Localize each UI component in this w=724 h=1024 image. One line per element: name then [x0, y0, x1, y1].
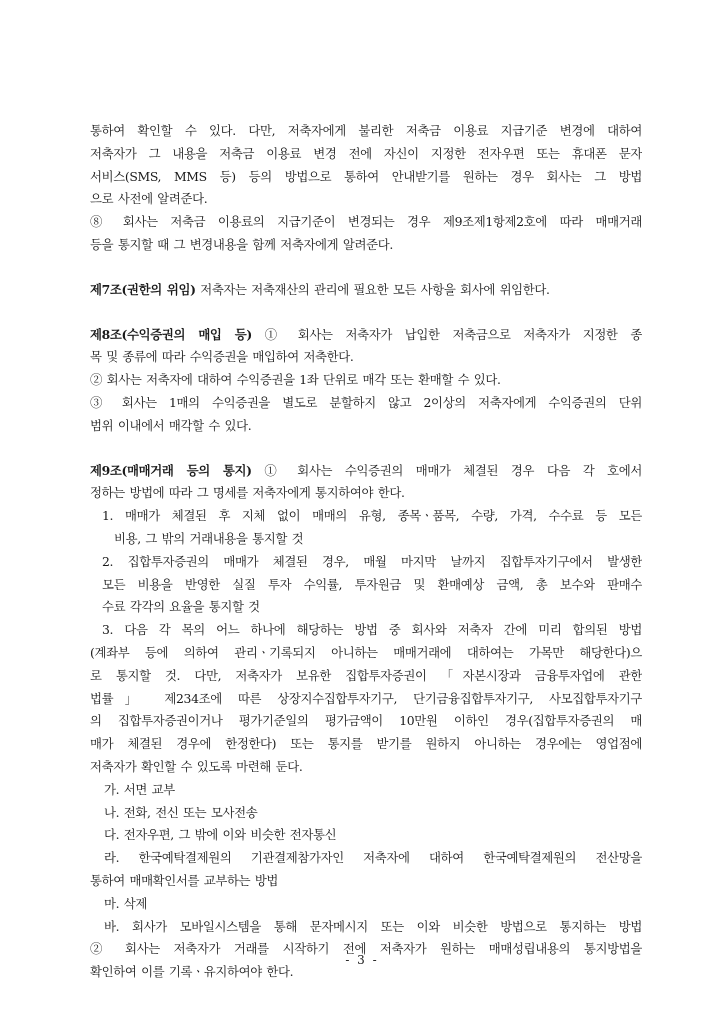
text-line: 저축자가 그 내용을 저축금 이용료 변경 전에 자신이 지정한 전자우편 또는 휴대폰 문자: [90, 145, 642, 161]
article-7-title: 제7조(권한의 위임): [90, 281, 196, 297]
article-9-item-2: 수료 각각의 요율을 통지할 것: [102, 599, 260, 615]
article-8-line: [90, 324, 642, 347]
article-9-paragraph-2: 확인하여 이를 기록ㆍ유지하여야 한다.: [90, 964, 294, 980]
article-9-line: [90, 460, 642, 483]
article-9-item-2: 모든 비용을 반영한 실질 투자 수익률, 투자원금 및 환매예상 금액, 총 보수와 판매수: [102, 576, 642, 592]
article-9-subitem: 다. 전자우편, 그 밖에 이와 비슷한 전자통신: [104, 827, 337, 843]
article-9-line: 정하는 방법에 따라 그 명세를 저축자에게 통지하여야 한다.: [90, 485, 405, 501]
article-7: [90, 279, 642, 302]
article-9-subitem: 통하여 매매확인서를 교부하는 방법: [90, 872, 279, 888]
article-9-paragraph-2: ② 회사는 저축자가 거래를 시작하기 전에 저축자가 원하는 매매성립내용의 통지방법을: [90, 941, 642, 957]
text-line: 등을 통지할 때 그 변경내용을 함께 저축자에게 알려준다.: [90, 236, 393, 252]
article-9-subitem: 나. 전화, 전신 또는 모사전송: [104, 804, 258, 820]
article-9-item-3: 의 집합투자증권이거나 평가기준일의 평가금액이 10만원 이하인 경우(집합투자증권의 매: [90, 713, 642, 729]
article-8-line: ③ 회사는 1매의 수익증권을 별도로 분할하지 않고 2이상의 저축자에게 수익증권의 단위: [90, 394, 642, 410]
paragraph-gap: [90, 438, 642, 460]
article-9-item-1: 1. 매매가 체결된 후 지체 없이 매매의 유형, 종목ㆍ품목, 수량, 가격, 수수료 등 모든: [102, 508, 642, 524]
article-9-item-3: 로 통지할 것. 다만, 저축자가 보유한 집합투자증권이 「자본시장과 금융투자업에 관한: [90, 667, 642, 683]
article-8-line: 범위 이내에서 매각할 수 있다.: [90, 417, 252, 433]
article-8-title: 제8조(수익증권의 매입 등): [90, 326, 252, 342]
article-9-item-3: 매가 체결된 경우에 한정한다) 또는 통지를 받기를 원하지 아니하는 경우에는 영업점에: [90, 736, 642, 752]
article-7-body: 저축자는 저축재산의 관리에 필요한 모든 사항을 회사에 위임한다.: [195, 281, 550, 297]
paragraph-gap: [90, 257, 642, 279]
article-8-line: ② 회사는 저축자에 대하여 수익증권을 1좌 단위로 매각 또는 환매할 수 있다.: [90, 372, 501, 388]
text-line: ⑧ 회사는 저축금 이용료의 지급기준이 변경되는 경우 제9조제1항제2호에 따라 매매거래: [90, 214, 642, 230]
article-9-item-1: 비용, 그 밖의 거래내용을 통지할 것: [114, 530, 304, 546]
article-9-item-3: (계좌부 등에 의하여 관리ㆍ기록되지 아니하는 매매거래에 대하여는 가목만 해당한다)으: [90, 644, 642, 660]
article-9-text: ① 회사는 수익증권의 매매가 체결된 경우 다음 각 호에서: [251, 462, 642, 478]
article-9-subitem: 마. 삭제: [104, 895, 148, 911]
article-9-subitem: 바. 회사가 모바일시스템을 통해 문자메시지 또는 이와 비슷한 방법으로 통지하는 방법: [104, 918, 642, 934]
page-number: - 3 -: [345, 953, 379, 967]
article-8-text: ① 회사는 저축자가 납입한 저축금으로 저축자가 지정한 종: [251, 326, 642, 342]
article-9-item-3: 저축자가 확인할 수 있도록 마련해 둔다.: [90, 758, 303, 774]
article-9-item-2: 2. 집합투자증권의 매매가 체결된 경우, 매월 마지막 날까지 집합투자기구에서 발생한: [102, 553, 642, 569]
text-line: 통하여 확인할 수 있다. 다만, 저축자에게 불리한 저축금 이용료 지급기준 변경에 대하여: [90, 123, 642, 138]
text-line: 으로 사전에 알려준다.: [90, 191, 208, 207]
article-9-subitem: 라. 한국예탁결제원의 기관결제참가자인 저축자에 대하여 한국예탁결제원의 전산망을: [104, 850, 642, 866]
text-line: 서비스(SMS, MMS 등) 등의 방법으로 통하여 안내받기를 원하는 경우 회사는 그 방법: [90, 168, 642, 184]
paragraph-gap: [90, 302, 642, 324]
article-9-item-3: 3. 다음 각 목의 어느 하나에 해당하는 방법 중 회사와 저축자 간에 미리 합의된 방법: [102, 622, 642, 638]
article-9-item-3: 법률」 제234조에 따른 상장지수집합투자기구, 단기금융집합투자기구, 사모집합투자기구: [90, 690, 642, 706]
document-body: [90, 120, 642, 984]
article-9-title: 제9조(매매거래 등의 통지): [90, 462, 252, 478]
article-8-line: 목 및 종류에 따라 수익증권을 매입하여 저축한다.: [90, 349, 354, 365]
article-9-subitem: 가. 서면 교부: [104, 781, 175, 797]
